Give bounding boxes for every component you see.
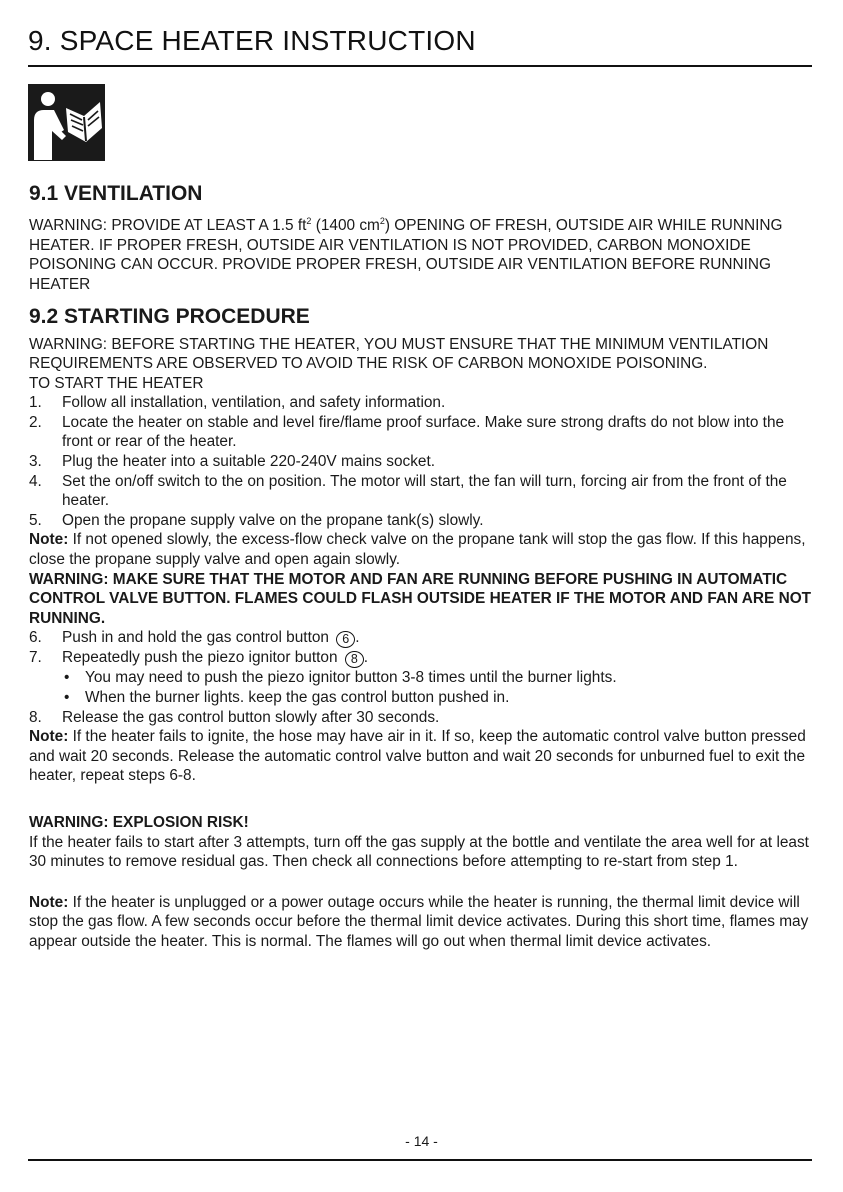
list-item: • You may need to push the piezo ignitor button 3-8 times until the burner lights.: [64, 669, 617, 687]
bullet-icon: •: [64, 669, 70, 687]
starting-warning: WARNING: BEFORE STARTING THE HEATER, YOU MUST ENSURE THAT THE MINIMUM VENTILATION REQUIREMENTS ARE OBSERVED TO AVOID THE RISK OF CARBON MONOXIDE POISONING.: [29, 335, 769, 373]
explosion-heading: WARNING: EXPLOSION RISK!: [29, 813, 249, 831]
note-excess-flow: Note: If not opened slowly, the excess-flow check valve on the propane tank will stop the gas flow. If this happens, close the propane supply valve and open again slowly.: [29, 531, 806, 569]
content: [29, 181, 814, 952]
to-start-label: TO START THE HEATER: [29, 374, 204, 392]
sub-bullet-list: [29, 668, 814, 707]
section-heading-ventilation: 9.1 VENTILATION: [29, 182, 203, 205]
motor-fan-warning: WARNING: MAKE SURE THAT THE MOTOR AND FAN ARE RUNNING BEFORE PUSHING IN AUTOMATIC CONTROL VALVE BUTTON. FLAMES COULD FLASH OUTSIDE HEATER IF THE MOTOR AND FAN ARE NOT RUNNING.: [29, 570, 812, 627]
list-item: 7. Repeatedly push the piezo ignitor button 8 .: [29, 649, 369, 667]
steps-list-b: [29, 628, 814, 668]
list-item: 4. Set the on/off switch to the on position. The motor will start, the fan will turn, forcing air from the front of the heater.: [29, 472, 787, 510]
steps-list-c: [29, 708, 814, 728]
explosion-text: If the heater fails to start after 3 attempts, turn off the gas supply at the bottle and ventilate the area well for at least 30 minutes to remove residual gas. Then check all connections before attempting to re-start from step 1.: [29, 833, 809, 871]
list-item: 8. Release the gas control button slowly after 30 seconds.: [29, 708, 440, 726]
list-item: 3. Plug the heater into a suitable 220-240V mains socket.: [29, 453, 436, 471]
page-title: 9. SPACE HEATER INSTRUCTION: [28, 25, 476, 56]
button-ref-8: 8: [345, 651, 364, 668]
list-item: 5. Open the propane supply valve on the propane tank(s) slowly.: [29, 511, 484, 529]
page-number: - 14 -: [405, 1133, 438, 1149]
note-ignite: Note: If the heater fails to ignite, the hose may have air in it. If so, keep the automatic control valve button pressed and wait 20 seconds. Release the automatic control valve button and wait 20 seconds for unburned fuel to exit the heater, repeat steps 6-8.: [29, 728, 806, 785]
read-manual-icon: [28, 84, 105, 161]
section-heading-starting: 9.2 STARTING PROCEDURE: [29, 304, 310, 328]
bullet-icon: •: [64, 689, 70, 706]
note-thermal-limit: Note: If the heater is unplugged or a power outage occurs while the heater is running, the thermal limit device will stop the gas flow. A few seconds occur before the thermal limit device activates. During this short time, flames may appear outside the heater. This is normal. The flames will go out when thermal limit device activates.: [29, 893, 809, 950]
steps-list-a: [29, 393, 814, 530]
button-ref-6: 6: [336, 631, 355, 648]
footer-divider: [28, 1159, 812, 1161]
list-item: • When the burner lights. keep the gas control button pushed in.: [64, 689, 510, 706]
list-item: 2. Locate the heater on stable and level fire/flame proof surface. Make sure strong drafts do not blow into the front or rear of the heater.: [29, 413, 785, 451]
ventilation-warning: WARNING: PROVIDE AT LEAST A 1.5 $ft^2$ (1400 $cm^2$) OPENING OF FRESH, OUTSIDE AIR WHILE RUNNING HEATER. IF PROPER FRESH, OUTSIDE AIR VENTILATION IS NOT PROVIDED, CARBON MONOXIDE POISONING CAN OCCUR. PROVIDE PROPER FRESH, OUTSIDE AIR VENTILATION BEFORE RUNNING HEATER: [29, 216, 783, 293]
list-item: 6. Push in and hold the gas control button 6 .: [29, 629, 360, 647]
list-item: 1. Follow all installation, ventilation, and safety information.: [29, 394, 446, 412]
title-divider: [28, 65, 812, 67]
